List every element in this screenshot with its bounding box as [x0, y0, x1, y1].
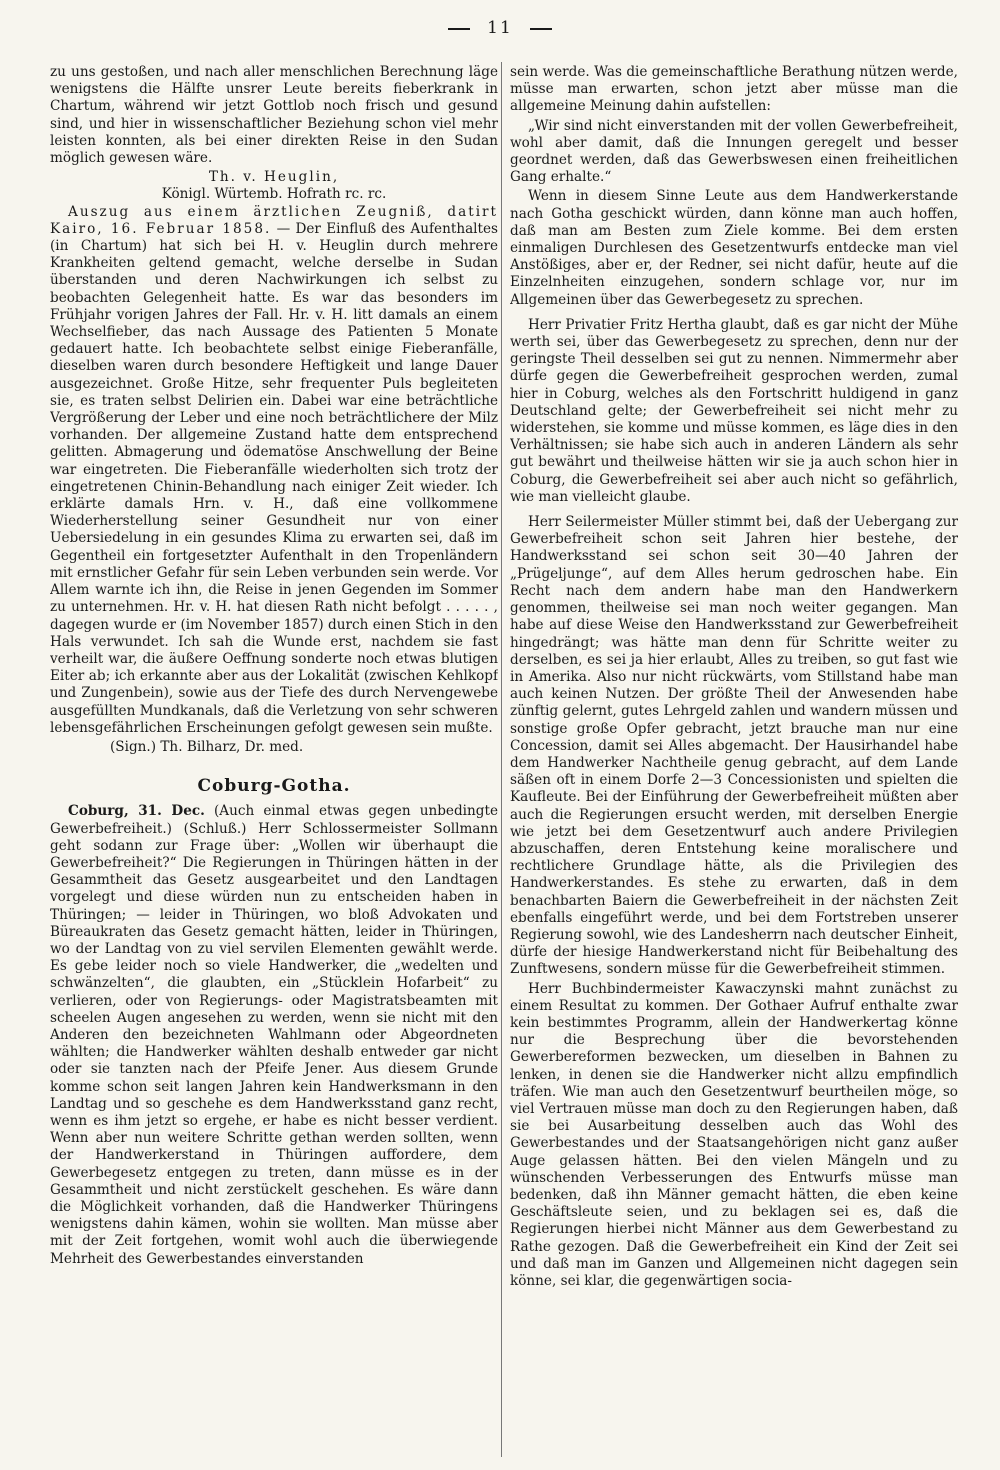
coburg-report-body: (Auch einmal etwas gegen unbedingte Gewerbefreiheit.) (Schluß.) Herr Schlossermeister Sollmann geht sodann zur Frage über: „Wollen wir überhaupt die Gewerbefreiheit?“ Die Regierungen in Thüringen hätten in der Gesammtheit das Gesetz ausgearbeitet und den Landtagen vorgelegt und diese würden nun zu entscheiden haben in Thüringen; — leider in Thüringen, wo bloß Advokaten und Büreaukraten das Gesetz gemacht hätten, leider in Thüringen, wo der Landtag von zu viel servilen Elementen gewählt werde. Es gebe leider noch so viele Handwerker, die „wedelten und schwänzelten“, die glaubten, ein „Stücklein Hofarbeit“ zu verlieren, oder von Regierungs- oder Magistratsbeamten mit scheelen Augen angesehen zu werden, wenn sie nicht mit den Anderen den bezeichneten Wahlmann oder Abgeordneten wählten; die Handwerker wählten deshalb entweder gar nicht oder sie tanzten nach der Pfeife Jener. Aus diesem Grunde komme schon seit langen Jahren kein Handwerksmann in den Landtag und so geschehe es dem Handwerksstand ganz recht, wenn es ihm jetzt so ergehe, er habe es nicht besser verdient. Wenn aber nun weitere Schritte gethan werden sollten, wenn der Handwerkerstand in Thüringen auffordere, dem Gewerbegesetz entgegen zu treten, dann müsse es in der Gesammtheit und nicht zerstückelt geschehen. Es wäre dann die Möglichkeit vorhanden, daß die Handwerker Thüringens wenigstens dahin kämen, wohin sie wollten. Man müsse aber mit der Zeit fortgehen, womit wohl auch die überwiegende Mehrheit des Gewerbestandes einverstanden	[50, 803, 498, 1267]
paragraph-coburg-report	[50, 803, 498, 1267]
paragraph-heuglin-letter-end: zu uns gestoßen, und nach aller menschlichen Berechnung läge wenigstens die Hälfte unsrer Leute bereits fieberkrank in Chartum, während wir jetzt Gottlob noch frisch und gesund sind, und hier in wissenschaftlicher Beziehung schon viel mehr leisten konnten, als bei einer direkten Reise in den Sudan möglich gewesen wäre.	[50, 64, 498, 167]
signature-bilharz: (Sign.) Th. Bilharz, Dr. med.	[110, 738, 304, 755]
signature-heuglin: Th. v. Heuglin,	[208, 169, 340, 186]
signature-heuglin-title: Königl. Würtemb. Hofrath rc. rc.	[161, 186, 387, 203]
header-dash-left	[448, 28, 470, 30]
paragraph-kawaczynski: Herr Buchbindermeister Kawaczynski mahnt zunächst zu einem Resultat zu kommen. Der Gothaer Aufruf enthalte zwar kein bestimmtes Programm, allein der Handwerkertag könne nur die Besprechung über die bevorstehenden Gewerbereformen bezwecken, um dieselben in Bahnen zu lenken, in denen sie die Handwerker nicht allzu empfindlich träfen. Wie man auch den Gesetzentwurf beurtheilen möge, so viel Vertrauen müsse man doch zu den Regierungen haben, daß sie bei Ausarbeitung desselben auch das Wohl des Gewerbestandes und der Staatsangehörigen nicht ganz außer Auge gelassen hätten. Bei den vielen Mängeln und zu wünschenden Verbesserungen des Entwurfs müsse man bedenken, daß ihn Männer gemacht hätten, die eben keine Geschäftsleute seien, und zu beklagen sei es, daß die Regierungen hierbei nicht Männer aus dem Gewerbestand zu Rathe gezogen. Daß die Gewerbefreiheit ein Kind der Zeit sei und daß man im Ganzen und Allgemeinen nicht dagegen sein könne, sei klar, die gegenwärtigen socia-	[510, 980, 958, 1290]
paragraph-continuation: sein werde. Was die gemeinschaftliche Berathung nützen werde, müsse man erwarten, schon jetzt aber müsse man die allgemeine Meinung dahin aufstellen:	[510, 64, 958, 115]
left-column	[50, 64, 498, 1459]
medical-certificate-body: — Der Einfluß des Aufenthaltes (in Chartum) hat sich bei H. v. Heuglin durch mehrere Krankheiten geltend gemacht, welche derselbe in Sudan überstanden und deren Nachwirkungen ich selbst zu beobachten Gelegenheit hatte. Es war das besonders im Frühjahr vorigen Jahres der Fall. Hr. v. H. litt damals an einem Wechselfieber, das nach Aussage des Patienten 5 Monate gedauert hatte. Ich beobachtete selbst einige Fieberanfälle, dieselben waren durch besondere Heftigkeit und lange Dauer ausgezeichnet. Große Hitze, sehr frequenter Puls begleiteten sie, es traten selbst Delirien ein. Dabei war eine beträchtliche Vergrößerung der Leber und eine noch beträchtlichere der Milz vorhanden. Der allgemeine Zustand hatte dem entsprechend gelitten. Abmagerung und ödematöse Anschwellung der Beine war eingetreten. Die Fieberanfälle wiederholten sich trotz der eingetretenen Chinin-Behandlung nach einiger Zeit wieder. Ich erklärte damals Hrn. v. H., daß eine vollkommene Wiederherstellung seiner Gesundheit nur von einer Uebersiedelung in ein gesundes Klima zu erwarten sei, daß im Gegentheil ein fortgesetzter Aufenthalt in den Tropenländern mit ernstlicher Gefahr für sein Leben verbunden sein werde. Vor Allem warnte ich ihn, die Reise in jenen Gegenden im Sommer zu unternehmen. Hr. v. H. hat diesen Rath nicht befolgt . . . . . , dagegen wurde er (im November 1857) durch einen Stich in den Hals verwundet. Ich sah die Wunde erst, nachdem sie fast verheilt war, die äußere Oeffnung sonderte noch etwas blutigen Eiter ab; ich erkannte aber aus der Lokalität (zwischen Kehlkopf und Zungenbein), sowie aus der Tiefe des durch Nervengewebe ausgefüllten Mundkanals, daß die Verletzung von sehr schweren lebensgefährlichen Erscheinungen gefolgt gewesen sein mußte.	[50, 220, 498, 736]
page-header	[0, 18, 1000, 38]
right-column	[510, 64, 958, 1459]
paragraph-quoted-resolution: „Wir sind nicht einverstanden mit der vollen Gewerbefreiheit, wohl aber damit, daß die Innungen geregelt und besser geordnet werden, daß das Gewerbswesen einen freiheitlichen Gang erhalte.“	[510, 117, 958, 186]
coburg-dateline: Coburg, 31. Dec.	[68, 803, 205, 820]
page-number: 11	[487, 18, 513, 38]
medical-certificate-heading: Auszug aus einem ärztlichen Zeugniß, datirt Kairo, 16. Februar 1858.	[50, 203, 498, 237]
paragraph-medical-certificate	[50, 204, 498, 737]
section-title-coburg-gotha: Coburg-Gotha.	[197, 776, 351, 797]
header-dash-right	[530, 28, 552, 30]
column-divider	[501, 62, 502, 1457]
paragraph-gotha-delegation: Wenn in diesem Sinne Leute aus dem Handwerkerstande nach Gotha geschickt würden, dann könne man auch hoffen, daß man am Besten zum Ziele komme. Bei dem ersten einmaligen Durchlesen des Gesetzentwurfs entdecke man viel Anstößiges, aber er, der Redner, sei nicht dafür, heute auf die Einzelnheiten einzugehen, sondern schlage vor, nur im Allgemeinen über das Gewerbegesetz zu sprechen.	[510, 188, 958, 308]
paragraph-hertha: Herr Privatier Fritz Hertha glaubt, daß es gar nicht der Mühe werth sei, über das Gewerbegesetz zu sprechen, denn nur der geringste Theil desselben sei gut zu nennen. Nimmermehr aber dürfe gegen die Gewerbefreiheit gesprochen werden, zumal hier in Coburg, welches als den Fortschritt huldigend in ganz Deutschland gelte; der Gewerbefreiheit sei nicht mehr zu widerstehen, sie komme und müsse kommen, es läge dies in den Verhältnissen; sie habe sich auch in anderen Ländern als sehr gut bewährt und theilweise hätten wir sie ja auch schon hier in Coburg, die Gewerbefreiheit sei aber auch nicht so gefährlich, wie man vielleicht glaube.	[510, 316, 958, 505]
paragraph-mueller: Herr Seilermeister Müller stimmt bei, daß der Uebergang zur Gewerbefreiheit schon seit Jahren hier bestehe, der Handwerksstand sei schon seit 30—40 Jahren der „Prügeljunge“, auf dem Alles herum gedroschen habe. Ein Recht nach dem andern habe man den Handwerkern genommen, theilweise sei man noch weiter gegangen. Man habe auf diese Weise den Handwerksstand zur Gewerbefreiheit hingedrängt; was hätte man denn für Schritte weiter zu derselben, es sei ja hier erlaubt, Alles zu treiben, so gut fast wie in Amerika. Also nur nicht rückwärts, vom Stillstand habe man auch keinen Nutzen. Der größte Theil der Anwesenden habe zünftig gelernt, gutes Lehrgeld zahlen und wandern müssen und sonstige große Opfer gebracht, jetzt brauche man nur eine Concession, damit sei Alles abgemacht. Der Hausirhandel habe dem Handwerker Nachtheile genug gebracht, auf dem Lande säßen oft in einem Dorfe 2—3 Concessionisten und spielten die Kaufleute. Bei der Einführung der Gewerbefreiheit müßten aber auch die Regierungen ersucht werden, mit derselben Energie wie jetzt bei dem Gesetzentwurf auch andere Privilegien abzuschaffen, deren Entstehung keine moralischere und rechtlichere Grundlage hätte, als die Privilegien des Handwerkerstandes. Es stehe zu erwarten, daß in dem benachbarten Baiern die Gewerbefreiheit in der nächsten Zeit ebenfalls eingeführt werde, und bei dem Fortstreben unserer Regierung sowohl, wie des Landesherrn nach deutscher Einheit, dürfe der hiesige Handwerkerstand nicht für Beibehaltung des Zunftwesens, sondern müsse für die Gewerbefreiheit stimmen.	[510, 514, 958, 978]
